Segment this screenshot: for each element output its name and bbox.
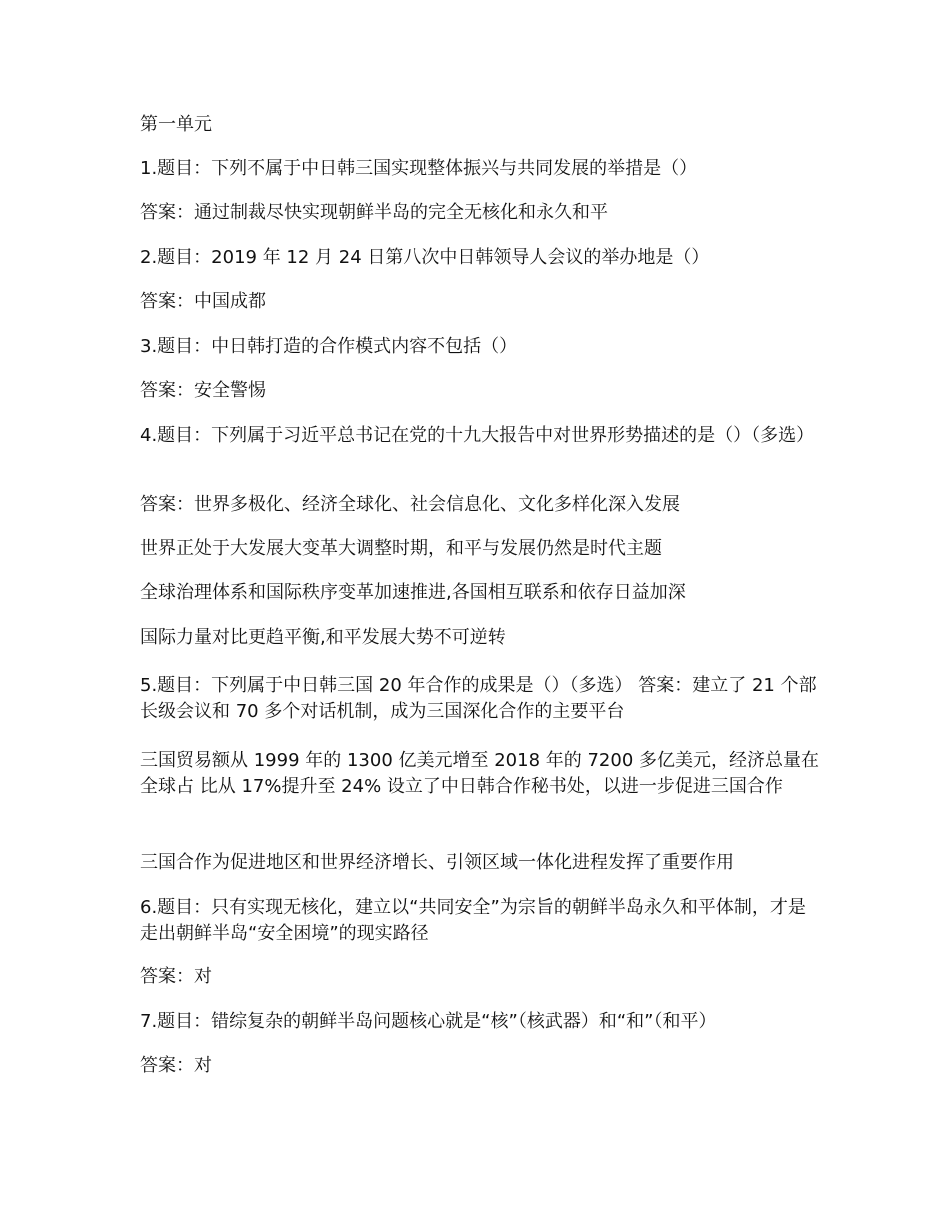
q3-answer: 答案：安全警惕: [140, 380, 266, 401]
q4-answer: 答案：世界多极化、经济全球化、社会信息化、文化多样化深入发展: [140, 494, 680, 515]
q1-answer: 答案：通过制裁尽快实现朝鲜半岛的完全无核化和永久和平: [140, 202, 608, 223]
q7-answer: 答案：对: [140, 1055, 212, 1076]
q4-answer-line: 全球治理体系和国际秩序变革加速推进,各国相互联系和依存日益加深: [140, 582, 686, 603]
q5-answer-line: 三国贸易额从 1999 年的 1300 亿美元增至 2018 年的 7200 多亿美元，经济总量在全球占 比从 17%提升至 24% 设立了中日韩合作秘书处，以进一步促进三国合作: [140, 750, 820, 797]
q6-answer: 答案：对: [140, 966, 212, 987]
section-title: 第一单元: [140, 114, 212, 135]
q3-question: 3.题目：中日韩打造的合作模式内容不包括（）: [140, 336, 518, 357]
q2-question: 2.题目：2019 年 12 月 24 日第八次中日韩领导人会议的举办地是（）: [140, 247, 710, 268]
q4-answer-line: 世界正处于大发展大变革大调整时期，和平与发展仍然是时代主题: [140, 538, 662, 559]
q2-answer: 答案：中国成都: [140, 291, 266, 312]
q4-answer-line: 国际力量对比更趋平衡,和平发展大势不可逆转: [140, 627, 506, 648]
q7-question: 7.题目：错综复杂的朝鲜半岛问题核心就是“核”（核武器）和“和”（和平）: [140, 1011, 717, 1032]
q4-question: 4.题目：下列属于习近平总书记在党的十九大报告中对世界形势描述的是（）（多选）: [140, 425, 815, 446]
q5-question-answer: 5.题目：下列属于中日韩三国 20 年合作的成果是（）（多选） 答案：建立了 21 个部长级会议和 70 多个对话机制，成为三国深化合作的主要平台: [140, 675, 817, 722]
q6-question: 6.题目：只有实现无核化，建立以“共同安全”为宗旨的朝鲜半岛永久和平体制，才是走出朝鲜半岛“安全困境”的现实路径: [140, 897, 806, 944]
q1-question: 1.题目：下列不属于中日韩三国实现整体振兴与共同发展的举措是（）: [140, 158, 698, 179]
q5-answer-line: 三国合作为促进地区和世界经济增长、引领区域一体化进程发挥了重要作用: [140, 852, 734, 873]
